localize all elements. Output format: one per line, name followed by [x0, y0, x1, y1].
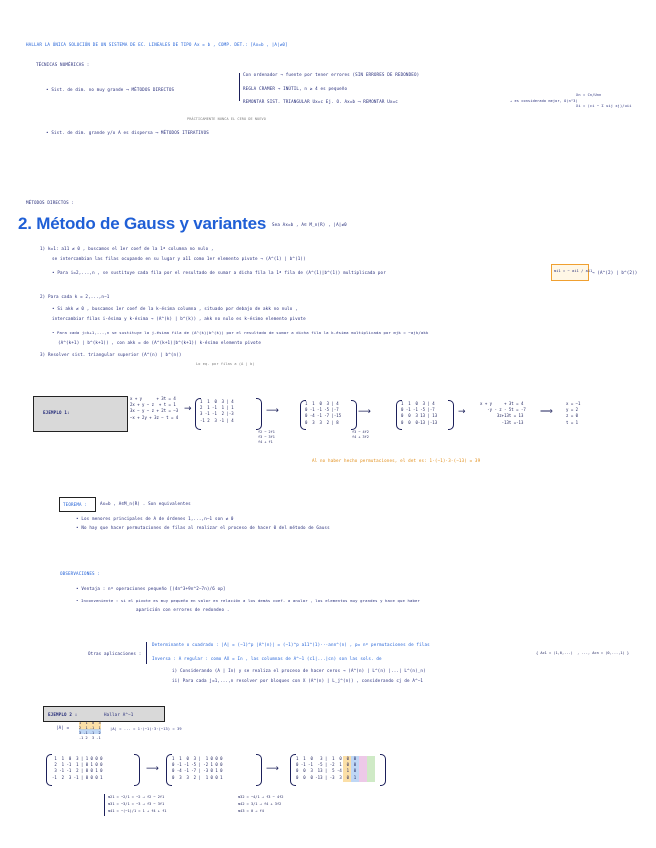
det-note: Al no haber hecho permutaciones, el det es: 1·(−1)·3·(−13) = 39 [312, 458, 481, 463]
tecnicas-item2: • Sist. de dim. grande y/o A es dispersa ⟶ MÉTODOS ITERATIVOS [46, 130, 209, 135]
teorema-item2: • No hay que hacer permutaciones de filas al realizar el proceso de hacer 0 del método de Gauss [76, 525, 330, 530]
step-1: 1) k=1: a11 ≠ 0 , buscamos el 1er coef de la 1ª columna no nulo , [40, 246, 214, 251]
matrix-bracket-right [256, 398, 262, 430]
ejemplo1-box [33, 396, 128, 432]
section-title: 2. Método de Gauss y variantes [18, 214, 267, 233]
triangular-system: x + y + 3t = 4 -y - z - 5t = -7 3z+13t = 13 -13t =-13 [480, 401, 526, 425]
highlight [367, 756, 375, 782]
highlight [359, 756, 367, 782]
matrix-bracket-right [256, 754, 262, 786]
ejemplo1-label: EJEMPLO 1: [43, 410, 70, 415]
branch-3: REMONTAR SIST. TRIANGULAR Ux=c Ej. O. Ax=b ⟶ REMONTAR Ux=c [243, 99, 398, 104]
arrow: → [184, 404, 192, 414]
inverse-systems: { Ac1 = (1,0,...) , ..., Acn = (0,...,1) } [536, 651, 630, 655]
augmented-matrix-1: 1 1 0 3 | 1 0 0 0 2 1 -1 1 | 0 1 0 0 3 -1 -1 2 | 0 0 1 0 -1 2 3 -1 | 0 0 0 1 [52, 756, 103, 780]
arrow: ⟶ [146, 764, 159, 774]
matrix-bracket-right [351, 400, 357, 430]
ejemplo1-system: x + y + 3t = 4 2x + y − z + t = 1 3x − y − z + 2t = −3 −x + 2y + 3z − t = 4 [130, 396, 179, 420]
branch-1: Con ordenador → fuente por tener errores (SIN ERRORES DE REDONDEO) [243, 72, 420, 77]
implies-arrow: ⟹ [540, 407, 553, 417]
matrix-bracket-right [380, 754, 386, 786]
step-2c: • Para cada j=k+1,...,n se sustituye la j-ésima fila de (A^(k)|b^(k)) por el resultado de sumar a dicha fila la k-ésima multiplicada por mjk = −ajk/akk [52, 330, 429, 335]
brace-line [239, 73, 240, 101]
brace-line [146, 642, 147, 664]
observaciones-label: OBSERVACIONES : [60, 571, 101, 576]
obs-inconv: • Inconveniente : si el pivote es muy pequeño en valor en relación a los demás coef. a anular , los elementos muy grandes y hace que haber [76, 598, 420, 603]
branch-2: REGLA CRAMER → INÚTIL, n ≥ 4 es pequeño [243, 86, 348, 91]
header-title: HALLAR LA ÚNICA SOLUCIÓN DE UN SISTEMA DE EC. LINEALES DE TIPO Ax = b , COMP. DET.: [Ax=b , |A|≠0] [26, 42, 288, 47]
formula-2: Xi = (ci − Σ uij xj)/uii [576, 104, 632, 108]
ejemplo2-target: Hallar A^−1 [104, 712, 134, 717]
tecnicas-label: TÉCNICAS NUMÉRICAS : [36, 62, 90, 67]
step-1d: → (A^(2) | b^(2)) [592, 270, 638, 275]
obs-inconv2: aparición con errores de redondeo . [136, 607, 230, 612]
tecnicas-item1: • Sist. de dim. no muy grande ⟶ MÉTODOS DIRECTOS [46, 87, 175, 92]
step-3: 3) Resolver sist. triangular superior (A^(n) | b^(n)) [40, 352, 182, 357]
step-2a: • Si akk ≠ 0 , buscamos 1er coef de la k-ésima columna , situado por debajo de akk no nulo , [52, 306, 298, 311]
det-result: |A| = ... = 1·(−1)·3·(−13) = 39 [110, 727, 182, 731]
item2-note: PRÁCTICAMENTE NUNCA EL CERO DE NUEVO [187, 117, 266, 121]
step-2: 2) Para cada k = 2,...,n−1 [40, 294, 110, 299]
matrix-bracket-right [448, 400, 454, 430]
det-label: |A| = [56, 725, 70, 730]
step-1b: se intercambian las filas ocupando en su lugar y a11 como 1er elemento pivote → (A^(1) | b^(1)) [52, 256, 306, 261]
augmented-matrix-2: 1 1 0 3 | 1 0 0 0 0 -1 -1 -5 | -2 1 0 0 0 -4 -1 -7 | -3 0 1 0 0 3 3 2 | 1 0 0 1 [172, 756, 223, 780]
multipliers-1: m21 = −2/1 = −2 → f2 − 2f1 m31 = −3/1 = −3 → f3 − 3f1 m41 = −(−1)/1 = 1 → f4 + f1 [108, 795, 167, 813]
teorema-item1: • Los menores principales de A de órdenes 1,...,n−1 son ≠ 0 [76, 516, 234, 521]
section-subtitle: Sea Ax=b , A∈ M_n(R) , |A|≠0 [272, 222, 347, 227]
formula-1: Xn = Cn/Unn [576, 93, 602, 97]
multipliers-2: m32 = −4/1 → f3 − 4f2 m42 = 3/1 → f4 + 3f2 m43 = 0 → f4 [238, 795, 284, 813]
augmented-matrix-3: 1 1 0 3 | 1 0 0 0 0 -1 -1 -5 | -2 1 0 0 0 0 3 13 | 5 -4 1 0 0 0 0 -13 | -3 3 0 1 [296, 756, 357, 780]
step-1c: • Para i=2,...,n , se sustituye cada fila por el resultado de sumar a dicha fila la 1ª fila de (A^(1)|b^(1)) multiplicada por [52, 270, 386, 275]
pivot-multiplier-box: mi1 = − ai1 / a11 [551, 264, 589, 281]
obs-ventaja: • Ventaja : nº operaciones pequeño [(4n^3+9n^2−7n)/6 op] [76, 586, 226, 591]
matrix-1: 1 1 0 3 | 4 2 1 -1 1 | 1 3 -1 -1 2 |-3 -1 2 3 -1 | 4 [200, 399, 234, 423]
branch-3-note: → es considerado mejor, O(n^3) [510, 99, 578, 103]
matrix-3: 1 1 0 3 | 4 0 -1 -1 -5 |-7 0 0 3 13 | 13 0 0 0-13 |-13 [401, 401, 438, 425]
ops-2: f3 − 4f2 f4 + 3f2 [352, 430, 369, 439]
step-2b: intercambiar filas i-ésima y k-ésima → (A^(k) | b^(k)) , akk no nulo es k-ésimo elemento pivote [52, 316, 306, 321]
arrow: ⟶ [358, 407, 371, 417]
det-matrix: 1 1 0 3 2 1 -1 1 3 -1 -1 2 -1 2 3 -1 [79, 721, 101, 740]
brace-line [104, 794, 105, 816]
arrow: → [458, 407, 466, 417]
ejemplo2-box [43, 706, 165, 722]
step-2d: (A^(k+1) | b^(k+1)) , con akk = de (A^(k+1)|b^(k+1)) k-ésimo elemento pivote [58, 340, 262, 345]
matrix-bracket-right [134, 754, 140, 786]
step-3b: Lo eq. por filas a (A | b) [196, 362, 255, 366]
teorema-box [59, 497, 96, 512]
otras-label: Otras aplicaciones : [88, 651, 142, 656]
teorema-stmt: Ax=b , A∈M_n(R) . Son equivalentes [100, 501, 191, 506]
teorema-label: TEOREMA : [63, 502, 88, 507]
app-4: ii) Para cada j=1,...,n resolver por bloques con X (A^(n) | L_j^(n)) , considerando cj de A^−1 [172, 678, 424, 683]
solution: x = −1 y = 2 z = 0 t = 1 [566, 401, 581, 425]
arrow: ⟶ [266, 764, 279, 774]
arrow: ⟶ [266, 406, 279, 416]
app-1: Determinante o cuadrado : |A| = (−1)^p |A^(n)| = (−1)^p a11^(1)···ann^(n) , p= nº permutaciones de filas [152, 642, 430, 647]
app-3: i) Considerando (A | In) y se realiza el proceso de hacer ceros → (A^(n) | L^(n) |...| L^(n)_n) [172, 668, 426, 673]
ejemplo2-label: EJEMPLO 2 : [48, 712, 78, 717]
matrix-2: 1 1 0 3 | 4 0 -1 -1 -5 |-7 0 -4 -1 -7 |-15 0 3 3 2 | 8 [305, 401, 342, 425]
metodos-label: MÉTODOS DIRECTOS : [26, 200, 75, 205]
ops-1: f2 − 2f1 f3 − 3f1 f4 + f1 [258, 430, 275, 444]
app-2: Inversa : A regular : como AX = In , las columnas de A^−1 (c1|...|cn) son las sols. de [152, 656, 382, 661]
